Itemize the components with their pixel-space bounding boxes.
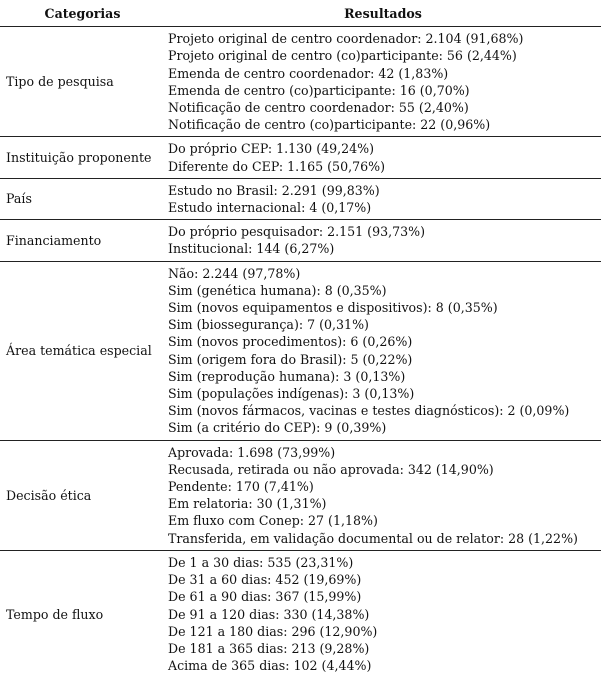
results-cell bbox=[165, 550, 601, 677]
result-line: Institucional: 144 (6,27%) bbox=[168, 241, 335, 257]
table-row bbox=[0, 220, 601, 261]
table-row bbox=[0, 550, 601, 677]
result-line: Em relatoria: 30 (1,31%) bbox=[168, 496, 327, 512]
result-line: De 1 a 30 dias: 535 (23,31%) bbox=[168, 554, 354, 570]
result-line: Transferida, em validação documental ou de relator: 28 (1,22%) bbox=[168, 530, 578, 546]
table-row bbox=[0, 440, 601, 550]
result-line: Sim (a critério do CEP): 9 (0,39%) bbox=[168, 420, 387, 436]
result-line: De 31 a 60 dias: 452 (19,69%) bbox=[168, 572, 362, 588]
header-results: Resultados bbox=[165, 0, 601, 27]
result-line: De 91 a 120 dias: 330 (14,38%) bbox=[168, 606, 370, 622]
table-header bbox=[0, 0, 601, 27]
result-line: Pendente: 170 (7,41%) bbox=[168, 479, 314, 495]
table-row bbox=[0, 261, 601, 440]
result-line: Emenda de centro coordenador: 42 (1,83%) bbox=[168, 65, 449, 81]
result-line: Sim (genética humana): 8 (0,35%) bbox=[168, 282, 387, 298]
result-line: Sim (novos fármacos, vacinas e testes diagnósticos): 2 (0,09%) bbox=[168, 403, 570, 419]
result-line: Estudo internacional: 4 (0,17%) bbox=[168, 200, 372, 216]
results-cell bbox=[165, 178, 601, 219]
result-line: Notificação de centro (co)participante: 22 (0,96%) bbox=[168, 117, 491, 133]
result-line: Acima de 365 dias: 102 (4,44%) bbox=[168, 658, 372, 674]
results-cell bbox=[165, 440, 601, 550]
header-row bbox=[0, 0, 601, 27]
result-line: Diferente do CEP: 1.165 (50,76%) bbox=[168, 158, 385, 174]
category-cell: Área temática especial bbox=[0, 261, 165, 440]
result-line: Sim (reprodução humana): 3 (0,13%) bbox=[168, 368, 406, 384]
header-categories: Categorias bbox=[0, 0, 165, 27]
result-line: Do próprio CEP: 1.130 (49,24%) bbox=[168, 141, 375, 157]
table-row bbox=[0, 137, 601, 178]
results-cell bbox=[165, 27, 601, 137]
category-cell: Financiamento bbox=[0, 220, 165, 261]
category-cell: País bbox=[0, 178, 165, 219]
result-line: Do próprio pesquisador: 2.151 (93,73%) bbox=[168, 224, 426, 240]
table-body bbox=[0, 27, 601, 678]
category-cell: Instituição proponente bbox=[0, 137, 165, 178]
result-line: Notificação de centro coordenador: 55 (2,40%) bbox=[168, 100, 469, 116]
result-line: Sim (origem fora do Brasil): 5 (0,22%) bbox=[168, 351, 413, 367]
result-line: Sim (biossegurança): 7 (0,31%) bbox=[168, 317, 369, 333]
category-cell: Tipo de pesquisa bbox=[0, 27, 165, 137]
category-cell: Decisão ética bbox=[0, 440, 165, 550]
result-line: Projeto original de centro coordenador: 2.104 (91,68%) bbox=[168, 31, 524, 47]
result-line: Não: 2.244 (97,78%) bbox=[168, 265, 301, 281]
result-line: Sim (novos equipamentos e dispositivos): 8 (0,35%) bbox=[168, 300, 498, 316]
table-row bbox=[0, 27, 601, 137]
results-cell bbox=[165, 220, 601, 261]
results-cell bbox=[165, 261, 601, 440]
table-row bbox=[0, 178, 601, 219]
result-line: De 61 a 90 dias: 367 (15,99%) bbox=[168, 589, 362, 605]
result-line: Emenda de centro (co)participante: 16 (0,70%) bbox=[168, 82, 470, 98]
result-line: Aprovada: 1.698 (73,99%) bbox=[168, 444, 336, 460]
result-line: De 121 a 180 dias: 296 (12,90%) bbox=[168, 623, 378, 639]
result-line: Recusada, retirada ou não aprovada: 342 (14,90%) bbox=[168, 461, 494, 477]
category-cell: Tempo de fluxo bbox=[6, 606, 104, 622]
result-line: Sim (novos procedimentos): 6 (0,26%) bbox=[168, 334, 413, 350]
result-line: Estudo no Brasil: 2.291 (99,83%) bbox=[168, 182, 380, 198]
results-cell bbox=[165, 137, 601, 178]
result-line: Em fluxo com Conep: 27 (1,18%) bbox=[168, 513, 378, 529]
result-line: De 181 a 365 dias: 213 (9,28%) bbox=[168, 640, 370, 656]
result-line: Sim (populações indígenas): 3 (0,13%) bbox=[168, 386, 415, 402]
result-line: Projeto original de centro (co)participante: 56 (2,44%) bbox=[168, 48, 517, 64]
